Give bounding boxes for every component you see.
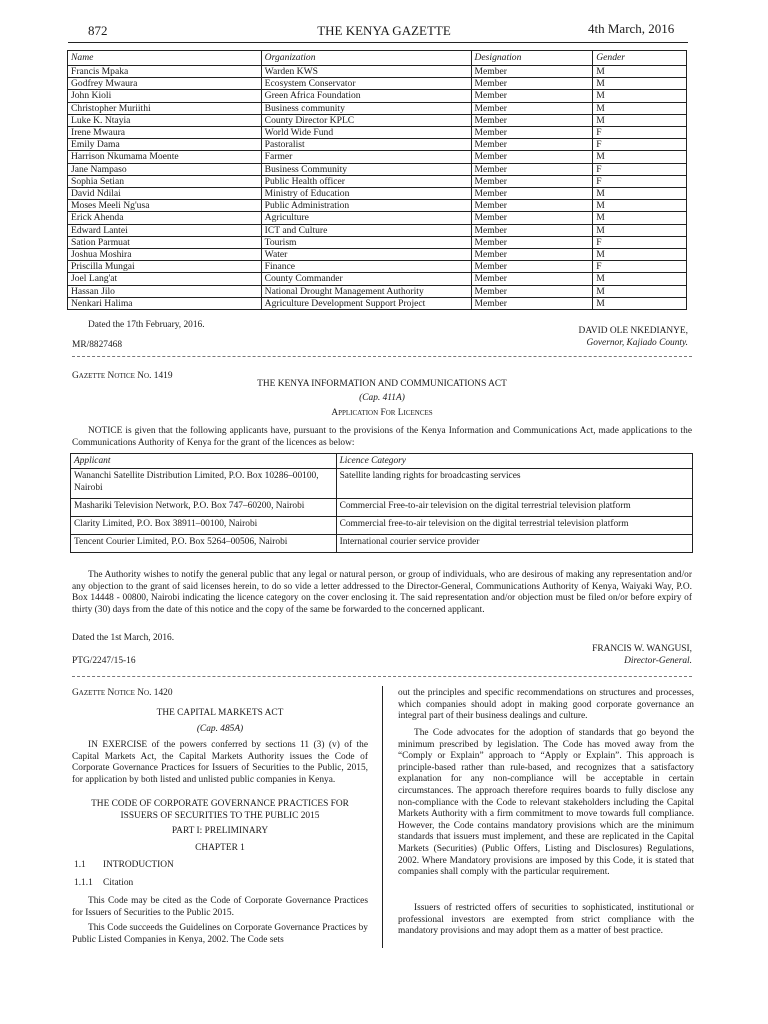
table-row <box>71 517 693 535</box>
table-cell: Member <box>471 297 593 309</box>
table-cell: F <box>593 139 687 151</box>
table-cell: Member <box>471 261 593 273</box>
succeeds-paragraph: This Code succeeds the Guidelines on Corporate Governance Practices by Public Listed Companies in Kenya, 2002. The Code sets <box>72 923 368 945</box>
table-cell: County Director KPLC <box>261 114 471 126</box>
table-cell: Mashariki Television Network, P.O. Box 747–60200, Nairobi <box>71 499 337 517</box>
table-cell: Member <box>471 102 593 114</box>
table-cell: ICT and Culture <box>261 224 471 236</box>
divider <box>72 676 692 677</box>
table-row <box>68 249 687 261</box>
notice-1419-body: The Authority wishes to notify the general public that any legal or natural person, or group of individuals, who are desirous of making any representation and/or any objection to the grant of said licenses herein, to do so vide a letter addressed to the Director-General, Communications Authority of Kenya, Waiyaki Way, P.O. Box 14448 - 00800, Nairobi indicating the licence category on the cover enclosing it. The said representation and/or objection must be filed on/or before expiry of thirty (30) days from the date of this notice and the copy of the same be forwarded to the concerned applicant. <box>72 570 692 615</box>
section-title: INTRODUCTION <box>103 860 174 870</box>
table-cell: F <box>593 175 687 187</box>
table-row <box>68 200 687 212</box>
subsection-title: Citation <box>103 878 134 888</box>
table-cell: Member <box>471 78 593 90</box>
divider <box>72 356 692 357</box>
gazette-title: THE KENYA GAZETTE <box>317 23 451 38</box>
table-row <box>68 261 687 273</box>
code-title: THE CODE OF CORPORATE GOVERNANCE PRACTICES FOR ISSUERS OF SECURITIES TO THE PUBLIC 2015 <box>91 799 349 821</box>
table-cell: M <box>593 297 687 309</box>
licence-applications-table <box>70 453 693 553</box>
table-row <box>68 212 687 224</box>
table-cell: County Commander <box>261 273 471 285</box>
table-row <box>68 163 687 175</box>
notice-1419-subtitle: Application For Licences <box>331 408 433 418</box>
notice-1420-act: THE CAPITAL MARKETS ACT <box>156 708 284 718</box>
members-col-header: Name <box>68 51 262 66</box>
right-paragraph-1: out the principles and specific recommendations on structures and processes, which companies should adopt in making good corporate governance an integral part of their business dealings and culture. <box>398 688 694 722</box>
table-cell: Luke K. Ntayia <box>68 114 262 126</box>
licence-col-header: Licence Category <box>336 454 692 469</box>
citation-paragraph: This Code may be cited as the Code of Corporate Governance Practices for Issuers of Securities to the Public 2015. <box>72 896 368 918</box>
members-col-header: Gender <box>593 51 687 66</box>
table-cell: Tencent Courier Limited, P.O. Box 5264–00506, Nairobi <box>71 535 337 553</box>
table-cell: M <box>593 90 687 102</box>
notice-1419-signatory-title: Director-General. <box>624 656 692 666</box>
notice-1419-cap: (Cap. 411A) <box>359 393 405 403</box>
table-cell: F <box>593 236 687 248</box>
table-cell: Water <box>261 249 471 261</box>
members-col-header: Organization <box>261 51 471 66</box>
table-cell: Harrison Nkumama Moente <box>68 151 262 163</box>
table-row <box>68 224 687 236</box>
table-cell: Business Community <box>261 163 471 175</box>
table-cell: Member <box>471 163 593 175</box>
table-row <box>68 102 687 114</box>
table-cell: Satellite landing rights for broadcasting services <box>336 469 692 499</box>
table-cell: Erick Ahenda <box>68 212 262 224</box>
notice-1419-label: Gazette Notice No. 1419 <box>72 371 173 381</box>
section-number: 1.1 <box>74 860 86 870</box>
notice-1420-cap: (Cap. 485A) <box>196 724 244 734</box>
table-cell: Member <box>471 151 593 163</box>
table-cell: Ministry of Education <box>261 188 471 200</box>
notice-1419-dated: Dated the 1st March, 2016. <box>72 633 175 643</box>
table-row <box>68 114 687 126</box>
table-cell: Member <box>471 285 593 297</box>
table-cell: Irene Mwaura <box>68 127 262 139</box>
table-cell: F <box>593 127 687 139</box>
table-row <box>68 90 687 102</box>
table-cell: M <box>593 285 687 297</box>
table-cell: Green Africa Foundation <box>261 90 471 102</box>
table-row <box>68 236 687 248</box>
table-cell: World Wide Fund <box>261 127 471 139</box>
table-cell: John Kioli <box>68 90 262 102</box>
table-cell: Edward Lantei <box>68 224 262 236</box>
table-cell: Ecosystem Conservator <box>261 78 471 90</box>
table-cell: Commercial Free-to-air television on the digital terrestrial television platform <box>336 499 692 517</box>
table-cell: Warden KWS <box>261 66 471 78</box>
table-cell: Godfrey Mwaura <box>68 78 262 90</box>
table-cell: Member <box>471 249 593 261</box>
right-paragraph-2: The Code advocates for the adoption of standards that go beyond the minimum prescribed by legislation. The Code has moved away from the “Comply or Explain” approach to “Apply or Explain”. This approach is principle-based rather than rule-based, and recognizes that a satisfactory explanation for any non-compliance will be acceptable in certain circumstances. The approach therefore requires boards to fully disclose any non-compliance with the Code to relevant stakeholders including the Capital Markets Authority with a firm commitment to move towards full compliance. However, the Code contains mandatory provisions which are the minimum standards that issuers must implement, and these are replicated in the Capital Markets (Securities) (Public Offers, Listing and Disclosures) Regulations, 2002. Where Mandatory provisions are imposed by this Code, it is stated that companies shall comply with the particular requirement. <box>398 728 694 878</box>
table-row <box>71 535 693 553</box>
table-cell: M <box>593 66 687 78</box>
table-cell: M <box>593 114 687 126</box>
notice-1418-ref: MR/8827468 <box>72 340 123 350</box>
table-cell: Member <box>471 188 593 200</box>
members-table-header <box>68 51 687 66</box>
table-row <box>68 139 687 151</box>
table-cell: Member <box>471 200 593 212</box>
table-row <box>68 297 687 309</box>
table-cell: Member <box>471 224 593 236</box>
table-cell: Francis Mpaka <box>68 66 262 78</box>
notice-1418-signatory: DAVID OLE NKEDIANYE, <box>578 326 688 336</box>
table-cell: Finance <box>261 261 471 273</box>
table-cell: National Drought Management Authority <box>261 285 471 297</box>
table-cell: F <box>593 261 687 273</box>
issue-date: 4th March, 2016 <box>588 21 675 36</box>
table-row <box>68 151 687 163</box>
members-table <box>67 50 687 310</box>
table-cell: M <box>593 212 687 224</box>
table-cell: Wananchi Satellite Distribution Limited, P.O. Box 10286–00100, Nairobi <box>71 469 337 499</box>
table-cell: Member <box>471 66 593 78</box>
table-cell: Member <box>471 127 593 139</box>
table-cell: David Ndilai <box>68 188 262 200</box>
table-cell: Pastoralist <box>261 139 471 151</box>
table-cell: Sation Parmuat <box>68 236 262 248</box>
table-row <box>68 66 687 78</box>
members-col-header: Designation <box>471 51 593 66</box>
table-cell: Emily Dama <box>68 139 262 151</box>
notice-1418-signatory-title: Governor, Kajiado County. <box>586 338 688 348</box>
table-cell: Business community <box>261 102 471 114</box>
licence-table-header <box>71 454 693 469</box>
table-cell: Agriculture <box>261 212 471 224</box>
notice-1420-exercise: IN EXERCISE of the powers conferred by sections 11 (3) (v) of the Capital Markets Act, the Capital Markets Authority issues the Code of Corporate Governance Practices for Issuers of Securities to the Public, 2015, for application by both listed and unlisted public companies in Kenya. <box>72 740 368 785</box>
subsection-number: 1.1.1 <box>74 878 93 888</box>
table-cell: M <box>593 78 687 90</box>
right-paragraph-3: Issuers of restricted offers of securities to sophisticated, institutional or professional investors are exempted from strict compliance with the mandatory provisions and may adopt them as a matter of best practice. <box>398 903 694 937</box>
table-cell: Sophia Setian <box>68 175 262 187</box>
table-row <box>68 273 687 285</box>
table-cell: F <box>593 163 687 175</box>
table-row <box>71 499 693 517</box>
table-cell: Joel Lang'at <box>68 273 262 285</box>
table-cell: Agriculture Development Support Project <box>261 297 471 309</box>
column-divider <box>382 686 383 948</box>
table-cell: Member <box>471 90 593 102</box>
table-cell: Farmer <box>261 151 471 163</box>
table-row <box>71 469 693 499</box>
table-cell: Member <box>471 236 593 248</box>
table-cell: Joshua Moshira <box>68 249 262 261</box>
table-cell: Commercial free-to-air television on the digital terrestrial television platform <box>336 517 692 535</box>
table-cell: Clarity Limited, P.O. Box 38911–00100, Nairobi <box>71 517 337 535</box>
table-row <box>68 127 687 139</box>
table-cell: M <box>593 200 687 212</box>
notice-1419-signatory: FRANCIS W. WANGUSI, <box>592 644 692 654</box>
notice-1419-intro: NOTICE is given that the following applicants have, pursuant to the provisions of the Kenya Information and Communications Act, made applications to the Communications Authority of Kenya for the grant of the licences as below: <box>72 426 692 448</box>
table-cell: Tourism <box>261 236 471 248</box>
table-cell: Member <box>471 114 593 126</box>
table-cell: Public Health officer <box>261 175 471 187</box>
table-row <box>68 78 687 90</box>
table-cell: Moses Meeli Ng'usa <box>68 200 262 212</box>
table-cell: Hassan Jilo <box>68 285 262 297</box>
notice-1419-act: THE KENYA INFORMATION AND COMMUNICATIONS ACT <box>257 379 507 389</box>
table-cell: M <box>593 102 687 114</box>
notice-1418-dated: Dated the 17th February, 2016. <box>88 320 205 330</box>
notice-1420-label: Gazette Notice No. 1420 <box>72 688 173 698</box>
table-row <box>68 188 687 200</box>
table-cell: International courier service provider <box>336 535 692 553</box>
table-cell: M <box>593 188 687 200</box>
table-cell: M <box>593 249 687 261</box>
table-cell: M <box>593 224 687 236</box>
table-cell: Public Administration <box>261 200 471 212</box>
table-cell: M <box>593 273 687 285</box>
table-cell: Nenkari Halima <box>68 297 262 309</box>
page-number: 872 <box>88 23 108 38</box>
header-rule <box>68 42 688 43</box>
table-cell: Member <box>471 273 593 285</box>
table-row <box>68 285 687 297</box>
part-heading: PART I: PRELIMINARY <box>171 826 269 836</box>
table-cell: Christopher Muriithi <box>68 102 262 114</box>
table-cell: Member <box>471 212 593 224</box>
table-cell: M <box>593 151 687 163</box>
notice-1419-ref: PTG/2247/15-16 <box>72 656 136 666</box>
table-cell: Jane Nampaso <box>68 163 262 175</box>
table-row <box>68 175 687 187</box>
table-cell: Member <box>471 175 593 187</box>
licence-col-header: Applicant <box>71 454 337 469</box>
chapter-heading: CHAPTER 1 <box>195 843 245 853</box>
table-cell: Priscilla Mungai <box>68 261 262 273</box>
table-cell: Member <box>471 139 593 151</box>
